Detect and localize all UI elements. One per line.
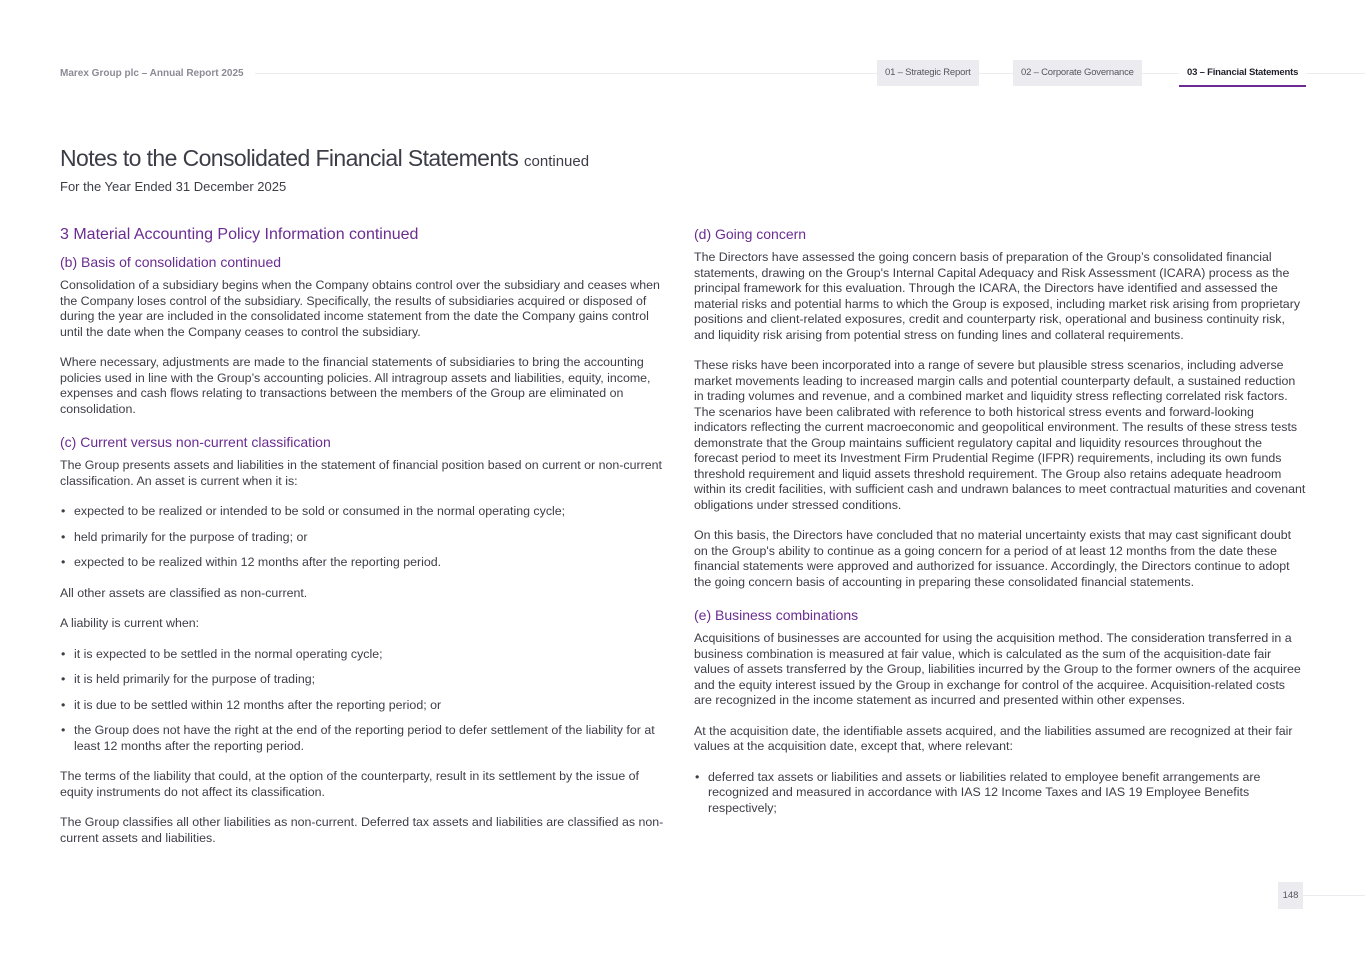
list-item: • it is due to be settled within 12 months after the reporting period; or bbox=[60, 698, 674, 714]
liability-bullet-list bbox=[60, 647, 674, 755]
paragraph: The terms of the liability that could, at the option of the counterparty, result in its settlement by the issue of equity instruments do not affect its classification. bbox=[60, 769, 639, 799]
report-name: Marex Group plc – Annual Report 2025 bbox=[60, 68, 250, 79]
basis-heading bbox=[60, 252, 674, 272]
page-number: 148 bbox=[1278, 882, 1303, 909]
paragraph: Where necessary, adjustments are made to the financial statements of subsidiaries to bring the accounting policies used in line with the Group’s accounting policies. All intragroup assets and liabilities, equity, income, expenses and cash flows relating to transactions between the members of the Group are eliminated on consolidation. bbox=[60, 355, 651, 416]
basis-heading-continued: continued bbox=[220, 254, 282, 270]
section-heading-continued: continued bbox=[349, 226, 419, 243]
paragraph: On this basis, the Directors have concluded that no material uncertainty exists that may cast significant doubt on the Group's ability to continue as a going concern for a period of at least 12 months from the date these financial statements were approved and authorized for issuance. Accordingly, the Directors continue to adopt the going concern basis of accounting in preparing these consolidated financial statements. bbox=[694, 528, 1292, 589]
paragraph: At the acquisition date, the identifiable assets acquired, and the liabilities assumed are recognized at their fair values at the acquisition date, except that, where relevant: bbox=[694, 723, 1293, 753]
going-concern-heading: (d) Going concern bbox=[694, 226, 807, 242]
paragraph: These risks have been incorporated into a range of severe but plausible stress scenarios, including adverse market movements leading to increased margin calls and potential counterparty default, a sustained reduction in trading volumes and revenue, and a combined market and liquidity stress reflecting correlated risk factors. The scenarios have been calibrated with reference to both historical stress events and forward-looking indicators reflecting the current macroeconomic and geopolitical environment. The results of these stress tests demonstrate that the Group maintains sufficient regulatory capital and liquidity resources throughout the forecast period to meet its Investment Firm Prudential Regime (IFPR) requirements, including its own funds threshold requirement and liquid assets threshold requirement. The Group also retains adequate headroom within its credit facilities, with sufficient cash and undrawn balances to meet contractual maturities and covenant obligations under stressed conditions. bbox=[694, 358, 1306, 512]
paragraph: Consolidation of a subsidiary begins when the Company obtains control over the subsidiary and ceases when the Company loses control of the subsidiary. Specifically, the results of subsidiaries acquired or disposed of during the year are included in the consolidated income statement from the date the Company gains control until the date when the Company ceases to control the subsidiary. bbox=[60, 278, 660, 339]
page-subtitle: For the Year Ended 31 December 2025 bbox=[60, 179, 287, 194]
list-item: • expected to be realized or intended to be sold or consumed in the normal operating cycle; bbox=[60, 504, 674, 520]
paragraph: A liability is current when: bbox=[60, 616, 200, 630]
basis-heading-text: (b) Basis of consolidation bbox=[60, 254, 217, 270]
acquisition-bullet-list bbox=[694, 770, 1306, 817]
paragraph: The Group presents assets and liabilities in the statement of financial position based on current or non-current classification. An asset is current when it is: bbox=[60, 458, 662, 488]
list-item: • it is expected to be settled in the normal operating cycle; bbox=[60, 647, 674, 663]
title-block bbox=[60, 143, 589, 194]
classification-heading: (c) Current versus non-current classification bbox=[60, 434, 331, 450]
left-column bbox=[60, 224, 674, 861]
footer-rule bbox=[1303, 895, 1365, 896]
list-item: • held primarily for the purpose of trading; or bbox=[60, 530, 674, 546]
paragraph: The Directors have assessed the going concern basis of preparation of the Group’s consolidated financial statements, drawing on the Group's Internal Capital Adequacy and Risk Assessment (ICARA) process as the principal framework for this evaluation. Through the ICARA, the Directors have identified and assessed the material risks and potential harms to which the Group is exposed, including market risk arising from proprietary positions and client-related exposures, credit and counterparty risk, operational and business continuity risk, and liquidity risk arising from potential stress on funding lines and collateral requirements. bbox=[694, 250, 1301, 342]
page-title-continued: continued bbox=[524, 153, 590, 170]
list-item: • deferred tax assets or liabilities and assets or liabilities related to employee benefit arrangements are recognized and measured in accordance with IAS 12 Income Taxes and IAS 19 Employee Benefits respectively; bbox=[694, 770, 1306, 817]
asset-bullet-list bbox=[60, 504, 674, 571]
paragraph: The Group classifies all other liabilities as non-current. Deferred tax assets and liabilities are classified as non-current assets and liabilities. bbox=[60, 815, 664, 845]
page-title-text: Notes to the Consolidated Financial Statements bbox=[60, 145, 519, 171]
tab-corporate-governance[interactable]: 02 – Corporate Governance bbox=[1013, 60, 1142, 86]
list-item: • expected to be realized within 12 months after the reporting period. bbox=[60, 555, 674, 571]
page-title bbox=[60, 143, 589, 177]
tab-financial-statements[interactable]: 03 – Financial Statements bbox=[1179, 60, 1306, 87]
list-item: • it is held primarily for the purpose of trading; bbox=[60, 672, 674, 688]
right-column bbox=[694, 224, 1306, 831]
paragraph: All other assets are classified as non-current. bbox=[60, 585, 308, 600]
list-item: • the Group does not have the right at the end of the reporting period to defer settlement of the liability for at least 12 months after the reporting period. bbox=[60, 723, 674, 754]
top-navigation bbox=[0, 60, 1365, 88]
tab-strategic-report[interactable]: 01 – Strategic Report bbox=[877, 60, 979, 86]
section-heading-text: 3 Material Accounting Policy Information bbox=[60, 226, 345, 243]
section-heading bbox=[60, 224, 674, 246]
paragraph: Acquisitions of businesses are accounted for using the acquisition method. The consideration transferred in a business combination is measured at fair value, which is calculated as the sum of the acquisition-date fair values of assets transferred by the Group, liabilities incurred by the Group to the former owners of the acquiree and the equity interest issued by the Group in exchange for control of the acquiree. Acquisition-related costs are recognized in the income statement as incurred and presented within other expenses. bbox=[694, 631, 1301, 707]
business-combinations-heading: (e) Business combinations bbox=[694, 607, 859, 623]
